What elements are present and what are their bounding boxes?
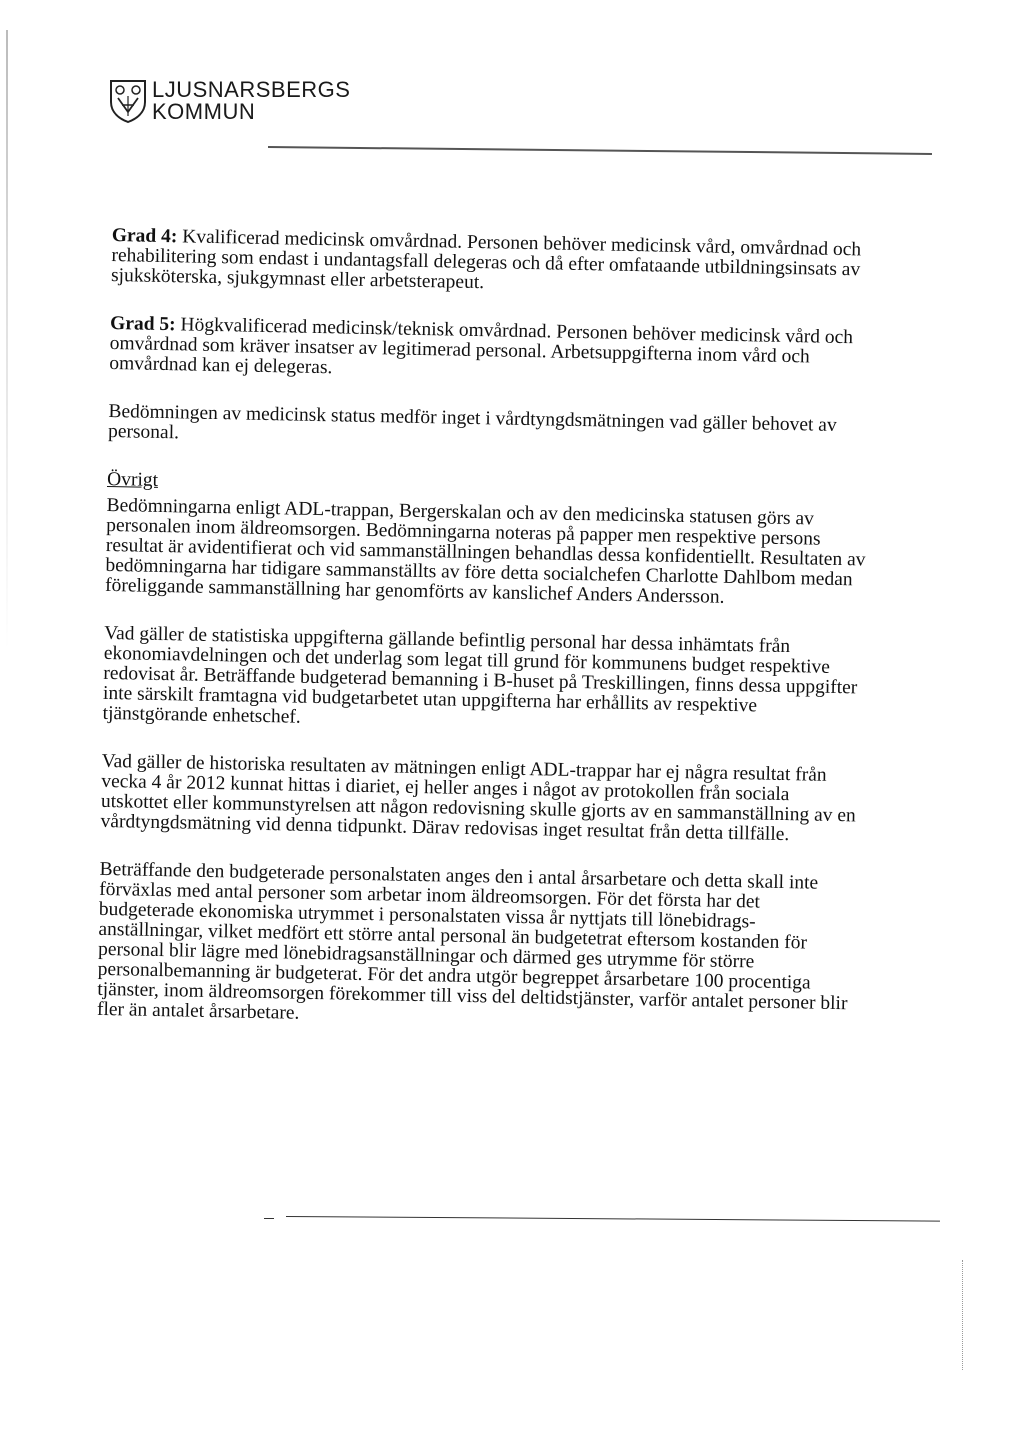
municipal-crest-icon bbox=[108, 78, 148, 124]
grade-5-label: Grad 5: bbox=[109, 312, 176, 336]
footer-divider bbox=[286, 1216, 940, 1222]
scan-edge-right bbox=[962, 1260, 964, 1370]
paragraph-assessments: Bedömningarna enligt ADL-trappan, Bergerskalan och av den medicinska statusen görs av personalen inom äldreomsorgen. Bedömningarna noteras på papper men respektive persons resultat är avidentifierat och vid sammanställningen behandlas dessa konfidentiellt. Resultaten av bedömningarna har tidigare sammanställts av före detta socialchefen Charlotte Dahlbom medan föreliggande sammanställning har genomförts av kanslichef Anders Andersson. bbox=[104, 494, 866, 608]
grade-5-paragraph bbox=[109, 314, 870, 389]
org-name-line2: KOMMUN bbox=[152, 99, 256, 124]
organization-name bbox=[152, 79, 350, 123]
document-body bbox=[96, 226, 872, 1062]
section-title-ovrigt: Övrigt bbox=[106, 468, 159, 491]
paragraph-budgeted-staff: Beträffande den budgeterade personalstaten anges den i antal årsarbetare och detta skall inte förväxlas med antal personer som arbetar inom äldreomsorgen. För det första har det budgeterade ekonomiska utrymmet i personalstaten vissa år nyttjats till lönebidrags-anställningar, vilket medfört ett större antal personal än budgetetrat eftersom kostanden för personal blir lägre med lönebidragsanställningar och därmed ges utrymme för större personalbemanning är budgeterat. För det andra utgör begreppet årsarbetare 100 procentiga tjänster, inom äldreomsorgen förekommer till viss del deltidstjänster, varför antalet personer blir fler än antalet årsarbetare. bbox=[96, 858, 848, 1024]
footer-dash bbox=[264, 1218, 274, 1219]
letterhead bbox=[108, 76, 350, 126]
grade-4-paragraph bbox=[111, 226, 872, 301]
org-name-line1: LJUSNARSBERGS bbox=[152, 77, 351, 102]
paragraph-statistics: Vad gäller de statistiska uppgifterna gällande befintlig personal har dessa inhämtats från ekonomiavdelningen och det underlag som legat till grund för kommunens budget respektive redovisat år. Beträffande budgeterad bemanning i B-huset på Treskillingen, finns dessa uppgifter inte särskilt framtagna vid budgetarbetet utan uppgifterna har erhållits av respektive tjänstgörande enhetschef. bbox=[102, 622, 858, 728]
grade-4-text: Kvalificerad medicinsk omvårdnad. Personen behöver medicinsk vård, omvårdnad och rehabilitering som endast i undantagsfall delegeras och då efter omfataande utbildningsinsats av sjuksköterska, sjukgymnast eller arbetsterapeut. bbox=[110, 226, 862, 294]
paragraph-historical-results: Vad gäller de historiska resultaten av mätningen enligt ADL-trappar har ej några resultat från vecka 4 år 2012 kunnat hittas i diariet, ej heller anges i något av protokollen från sociala utskottet eller kommunstyrelsen att någon redovisning skulle gjorts av en sammanställning av en vårdtyngdsmätning vid denna tidpunkt. Därav redovisas inget resultat från detta tillfälle. bbox=[100, 750, 856, 846]
scan-edge-left bbox=[6, 30, 8, 650]
grade-4-label: Grad 4: bbox=[111, 225, 178, 248]
assessment-note: Bedömningen av medicinsk status medför inget i vårdtyngdsmätningen vad gäller behovet av personal. bbox=[107, 400, 837, 444]
header-divider bbox=[268, 146, 932, 155]
grade-5-text: Högkvalificerad medicinsk/teknisk omvårdnad. Personen behöver medicinsk vård och omvårdnad som kräver insatser av legitimerad personal. Arbetsuppgifterna inom vård och omvårdnad kan ej delegeras. bbox=[109, 314, 854, 379]
